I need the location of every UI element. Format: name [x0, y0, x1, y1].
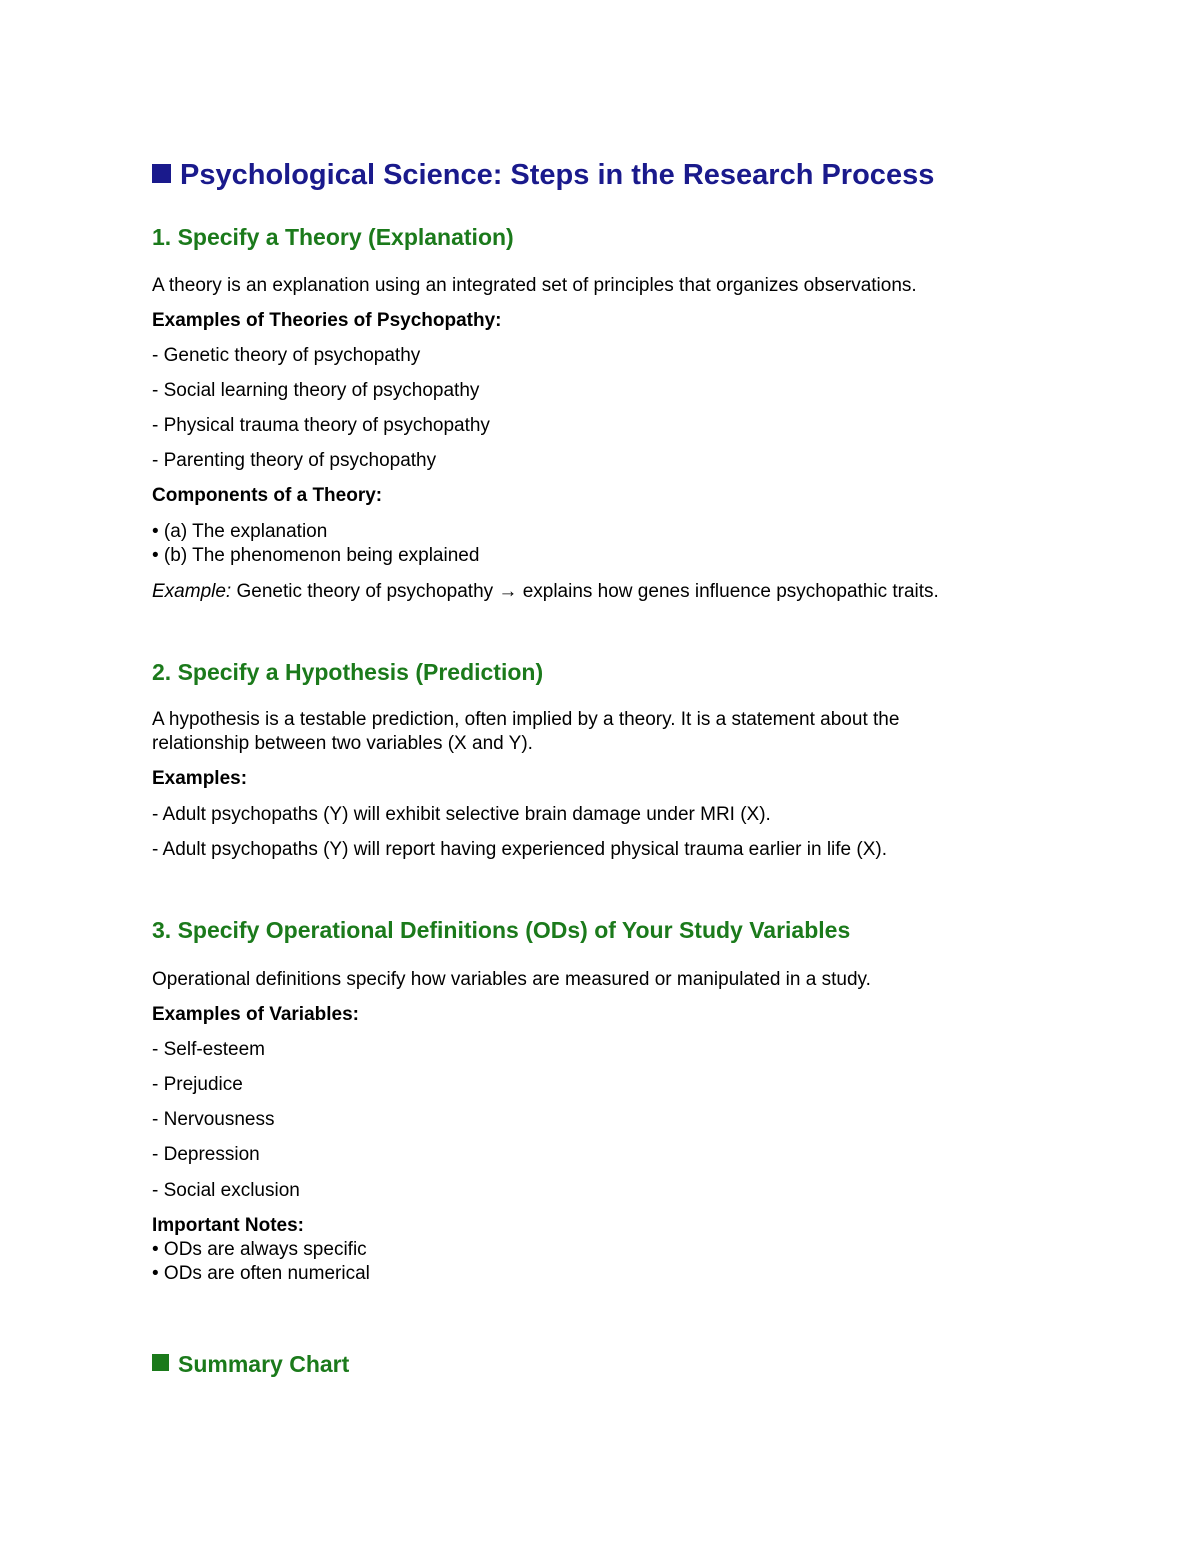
section-1-component-item: • (b) The phenomenon being explained: [152, 545, 480, 566]
section-3-notes-label: Important Notes:: [152, 1215, 304, 1236]
section-1-examples-label: Examples of Theories of Psychopathy:: [152, 310, 502, 331]
section-3-intro: Operational definitions specify how variables are measured or manipulated in a study.: [152, 969, 871, 990]
page-title: [152, 150, 934, 200]
example-prefix: Example:: [152, 581, 232, 602]
section-1-intro: A theory is an explanation using an integrated set of principles that organizes observations.: [152, 275, 917, 296]
section-1-example-item: - Physical trauma theory of psychopathy: [152, 415, 490, 436]
section-3-example-item: - Depression: [152, 1144, 260, 1165]
section-2-intro-line-1: A hypothesis is a testable prediction, often implied by a theory. It is a statement about the: [152, 709, 900, 730]
section-3-note-item: • ODs are often numerical: [152, 1263, 370, 1284]
section-3-examples-label: Examples of Variables:: [152, 1004, 359, 1025]
square-bullet-icon: [152, 164, 171, 183]
section-1-components-label: Components of a Theory:: [152, 485, 383, 506]
section-3-heading: 3. Specify Operational Definitions (ODs) of Your Study Variables: [152, 917, 851, 943]
example-text: Genetic theory of psychopathy → explains how genes influence psychopathic traits.: [231, 581, 939, 602]
section-3-example-item: - Nervousness: [152, 1109, 275, 1130]
section-3-example-item: - Social exclusion: [152, 1180, 300, 1201]
section-1-heading: 1. Specify a Theory (Explanation): [152, 224, 514, 250]
section-2-heading: 2. Specify a Hypothesis (Prediction): [152, 659, 544, 685]
section-2-example-item: - Adult psychopaths (Y) will report having experienced physical trauma earlier in life (X).: [152, 839, 887, 860]
section-1-component-item: • (a) The explanation: [152, 521, 328, 542]
page-title-text: Psychological Science: Steps in the Research Process: [180, 159, 935, 191]
section-2-intro-line-2: relationship between two variables (X and Y).: [152, 733, 533, 754]
section-1-example-item: - Genetic theory of psychopathy: [152, 345, 421, 366]
section-3-note-item: • ODs are always specific: [152, 1239, 367, 1260]
summary-heading: [152, 1349, 349, 1379]
section-3-example-item: - Prejudice: [152, 1074, 243, 1095]
section-2-examples-label: Examples:: [152, 768, 248, 789]
section-1-example-sentence: [152, 580, 939, 604]
square-bullet-icon: [152, 1354, 169, 1371]
summary-heading-text: Summary Chart: [178, 1351, 350, 1377]
section-3-example-item: - Self-esteem: [152, 1039, 265, 1060]
section-1-example-item: - Parenting theory of psychopathy: [152, 450, 437, 471]
section-2-example-item: - Adult psychopaths (Y) will exhibit selective brain damage under MRI (X).: [152, 804, 771, 825]
section-1-example-item: - Social learning theory of psychopathy: [152, 380, 480, 401]
